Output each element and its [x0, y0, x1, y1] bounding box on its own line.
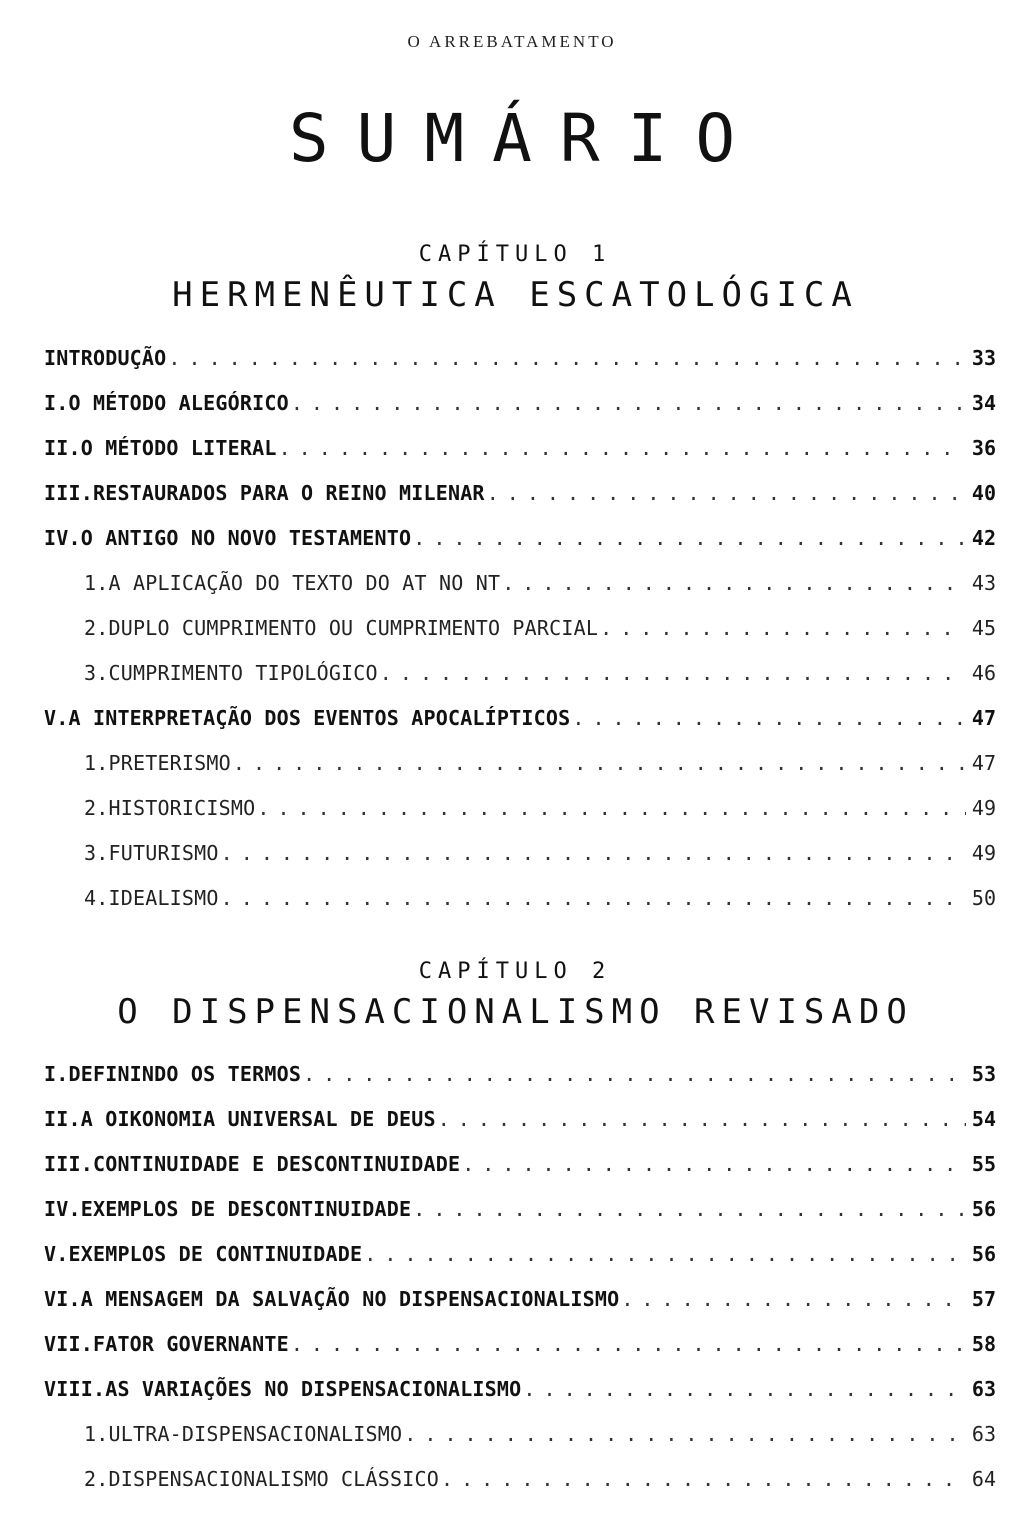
dot-leader	[572, 696, 966, 741]
toc-entry[interactable]	[44, 1142, 996, 1187]
toc-entry-page-number: 36	[971, 436, 996, 460]
toc-entry-label: 3.CUMPRIMENTO TIPOLÓGICO	[84, 661, 378, 685]
dot-leader	[221, 831, 966, 876]
toc-entry-page-number: 56	[971, 1242, 996, 1266]
toc-entry-page-number: 33	[971, 346, 996, 370]
dot-leader	[441, 1457, 966, 1502]
dot-leader	[413, 1187, 966, 1232]
chapter-label: CAPÍTULO 2	[418, 959, 612, 984]
toc-entry-label: 2.DUPLO CUMPRIMENTO OU CUMPRIMENTO PARCIAL	[84, 616, 599, 640]
toc-entry-label: 2.DISPENSACIONALISMO CLÁSSICO	[84, 1467, 439, 1491]
dot-leader	[487, 471, 966, 516]
chapter-1-heading	[0, 240, 1024, 320]
chapter-2-contents	[44, 1052, 996, 1502]
toc-entry-page-number: 46	[971, 661, 996, 685]
toc-entry-label: IV.EXEMPLOS DE DESCONTINUIDADE	[44, 1197, 412, 1221]
toc-entry[interactable]	[44, 516, 996, 561]
toc-entry-label: 1.A APLICAÇÃO DO TEXTO DO AT NO NT	[84, 571, 501, 595]
dot-leader	[404, 1412, 966, 1457]
toc-entry[interactable]	[44, 426, 996, 471]
toc-entry-page-number: 34	[971, 391, 996, 415]
toc-entry-label: 1.PRETERISMO	[84, 751, 231, 775]
toc-entry[interactable]	[44, 1457, 996, 1502]
dot-leader	[364, 1232, 966, 1277]
toc-entry-label: III.RESTAURADOS PARA O REINO MILENAR	[44, 481, 485, 505]
chapter-1-contents	[44, 336, 996, 921]
toc-entry-page-number: 42	[971, 526, 996, 550]
toc-entry-label: 1.ULTRA-DISPENSACIONALISMO	[84, 1422, 403, 1446]
chapter-label: CAPÍTULO 1	[418, 242, 612, 267]
chapter-2-heading	[0, 957, 1024, 1037]
dot-leader	[438, 1097, 966, 1142]
toc-entry-label: INTRODUÇÃO	[44, 346, 167, 370]
toc-entry[interactable]	[44, 741, 996, 786]
toc-entry[interactable]	[44, 876, 996, 921]
toc-entry-page-number: 49	[971, 841, 996, 865]
chapter-title: HERMENÊUTICA ESCATOLÓGICA	[172, 275, 859, 315]
dot-leader	[291, 381, 966, 426]
dot-leader	[600, 606, 966, 651]
running-head: O ARREBATAMENTO	[407, 32, 617, 51]
toc-entry-page-number: 47	[971, 751, 996, 775]
dot-leader	[221, 876, 966, 921]
toc-entry-page-number: 55	[971, 1152, 996, 1176]
toc-entry[interactable]	[44, 696, 996, 741]
toc-entry-page-number: 57	[971, 1287, 996, 1311]
dot-leader	[413, 516, 966, 561]
toc-entry-label: III.CONTINUIDADE E DESCONTINUIDADE	[44, 1152, 461, 1176]
toc-entry-label: 2.HISTORICISMO	[84, 796, 256, 820]
toc-entry[interactable]	[44, 1052, 996, 1097]
toc-entry[interactable]	[44, 1277, 996, 1322]
toc-entry[interactable]	[44, 831, 996, 876]
toc-entry-page-number: 49	[971, 796, 996, 820]
toc-entry-label: V.A INTERPRETAÇÃO DOS EVENTOS APOCALÍPTICOS	[44, 706, 571, 730]
toc-entry-page-number: 63	[971, 1422, 996, 1446]
toc-entry-page-number: 53	[971, 1062, 996, 1086]
toc-entry-label: VII.FATOR GOVERNANTE	[44, 1332, 289, 1356]
page-title: SUMÁRIO	[288, 100, 764, 177]
toc-entry[interactable]	[44, 1367, 996, 1412]
toc-entry[interactable]	[44, 471, 996, 516]
dot-leader	[291, 1322, 966, 1367]
toc-entry-label: II.A OIKONOMIA UNIVERSAL DE DEUS	[44, 1107, 436, 1131]
toc-entry-page-number: 63	[971, 1377, 996, 1401]
toc-entry[interactable]	[44, 651, 996, 696]
toc-entry[interactable]	[44, 1097, 996, 1142]
toc-entry-label: 4.IDEALISMO	[84, 886, 219, 910]
toc-entry-page-number: 47	[971, 706, 996, 730]
toc-entry[interactable]	[44, 1232, 996, 1277]
toc-entry-label: V.EXEMPLOS DE CONTINUIDADE	[44, 1242, 363, 1266]
toc-entry-page-number: 45	[971, 616, 996, 640]
toc-entry-page-number: 54	[971, 1107, 996, 1131]
toc-entry-label: VI.A MENSAGEM DA SALVAÇÃO NO DISPENSACIONALISMO	[44, 1287, 620, 1311]
dot-leader	[303, 1052, 966, 1097]
dot-leader	[462, 1142, 966, 1187]
toc-entry-label: 3.FUTURISMO	[84, 841, 219, 865]
toc-entry[interactable]	[44, 561, 996, 606]
toc-entry-page-number: 43	[971, 571, 996, 595]
dot-leader	[380, 651, 966, 696]
toc-entry[interactable]	[44, 786, 996, 831]
toc-entry-page-number: 64	[971, 1467, 996, 1491]
toc-entry-page-number: 50	[971, 886, 996, 910]
toc-entry-page-number: 40	[971, 481, 996, 505]
dot-leader	[257, 786, 966, 831]
dot-leader	[168, 336, 965, 381]
toc-entry-label: I.DEFININDO OS TERMOS	[44, 1062, 302, 1086]
dot-leader	[279, 426, 966, 471]
toc-entry[interactable]	[44, 1412, 996, 1457]
toc-entry[interactable]	[44, 381, 996, 426]
dot-leader	[621, 1277, 966, 1322]
dot-leader	[233, 741, 966, 786]
toc-entry-page-number: 56	[971, 1197, 996, 1221]
dot-leader	[502, 561, 966, 606]
toc-entry-label: II.O MÉTODO LITERAL	[44, 436, 277, 460]
toc-entry-label: I.O MÉTODO ALEGÓRICO	[44, 391, 289, 415]
toc-entry[interactable]	[44, 606, 996, 651]
dot-leader	[523, 1367, 966, 1412]
toc-entry-label: VIII.AS VARIAÇÕES NO DISPENSACIONALISMO	[44, 1377, 522, 1401]
toc-entry[interactable]	[44, 336, 996, 381]
toc-entry-label: IV.O ANTIGO NO NOVO TESTAMENTO	[44, 526, 412, 550]
toc-entry-page-number: 58	[971, 1332, 996, 1356]
toc-entry[interactable]	[44, 1187, 996, 1232]
chapter-title: O DISPENSACIONALISMO REVISADO	[117, 992, 914, 1032]
toc-entry[interactable]	[44, 1322, 996, 1367]
